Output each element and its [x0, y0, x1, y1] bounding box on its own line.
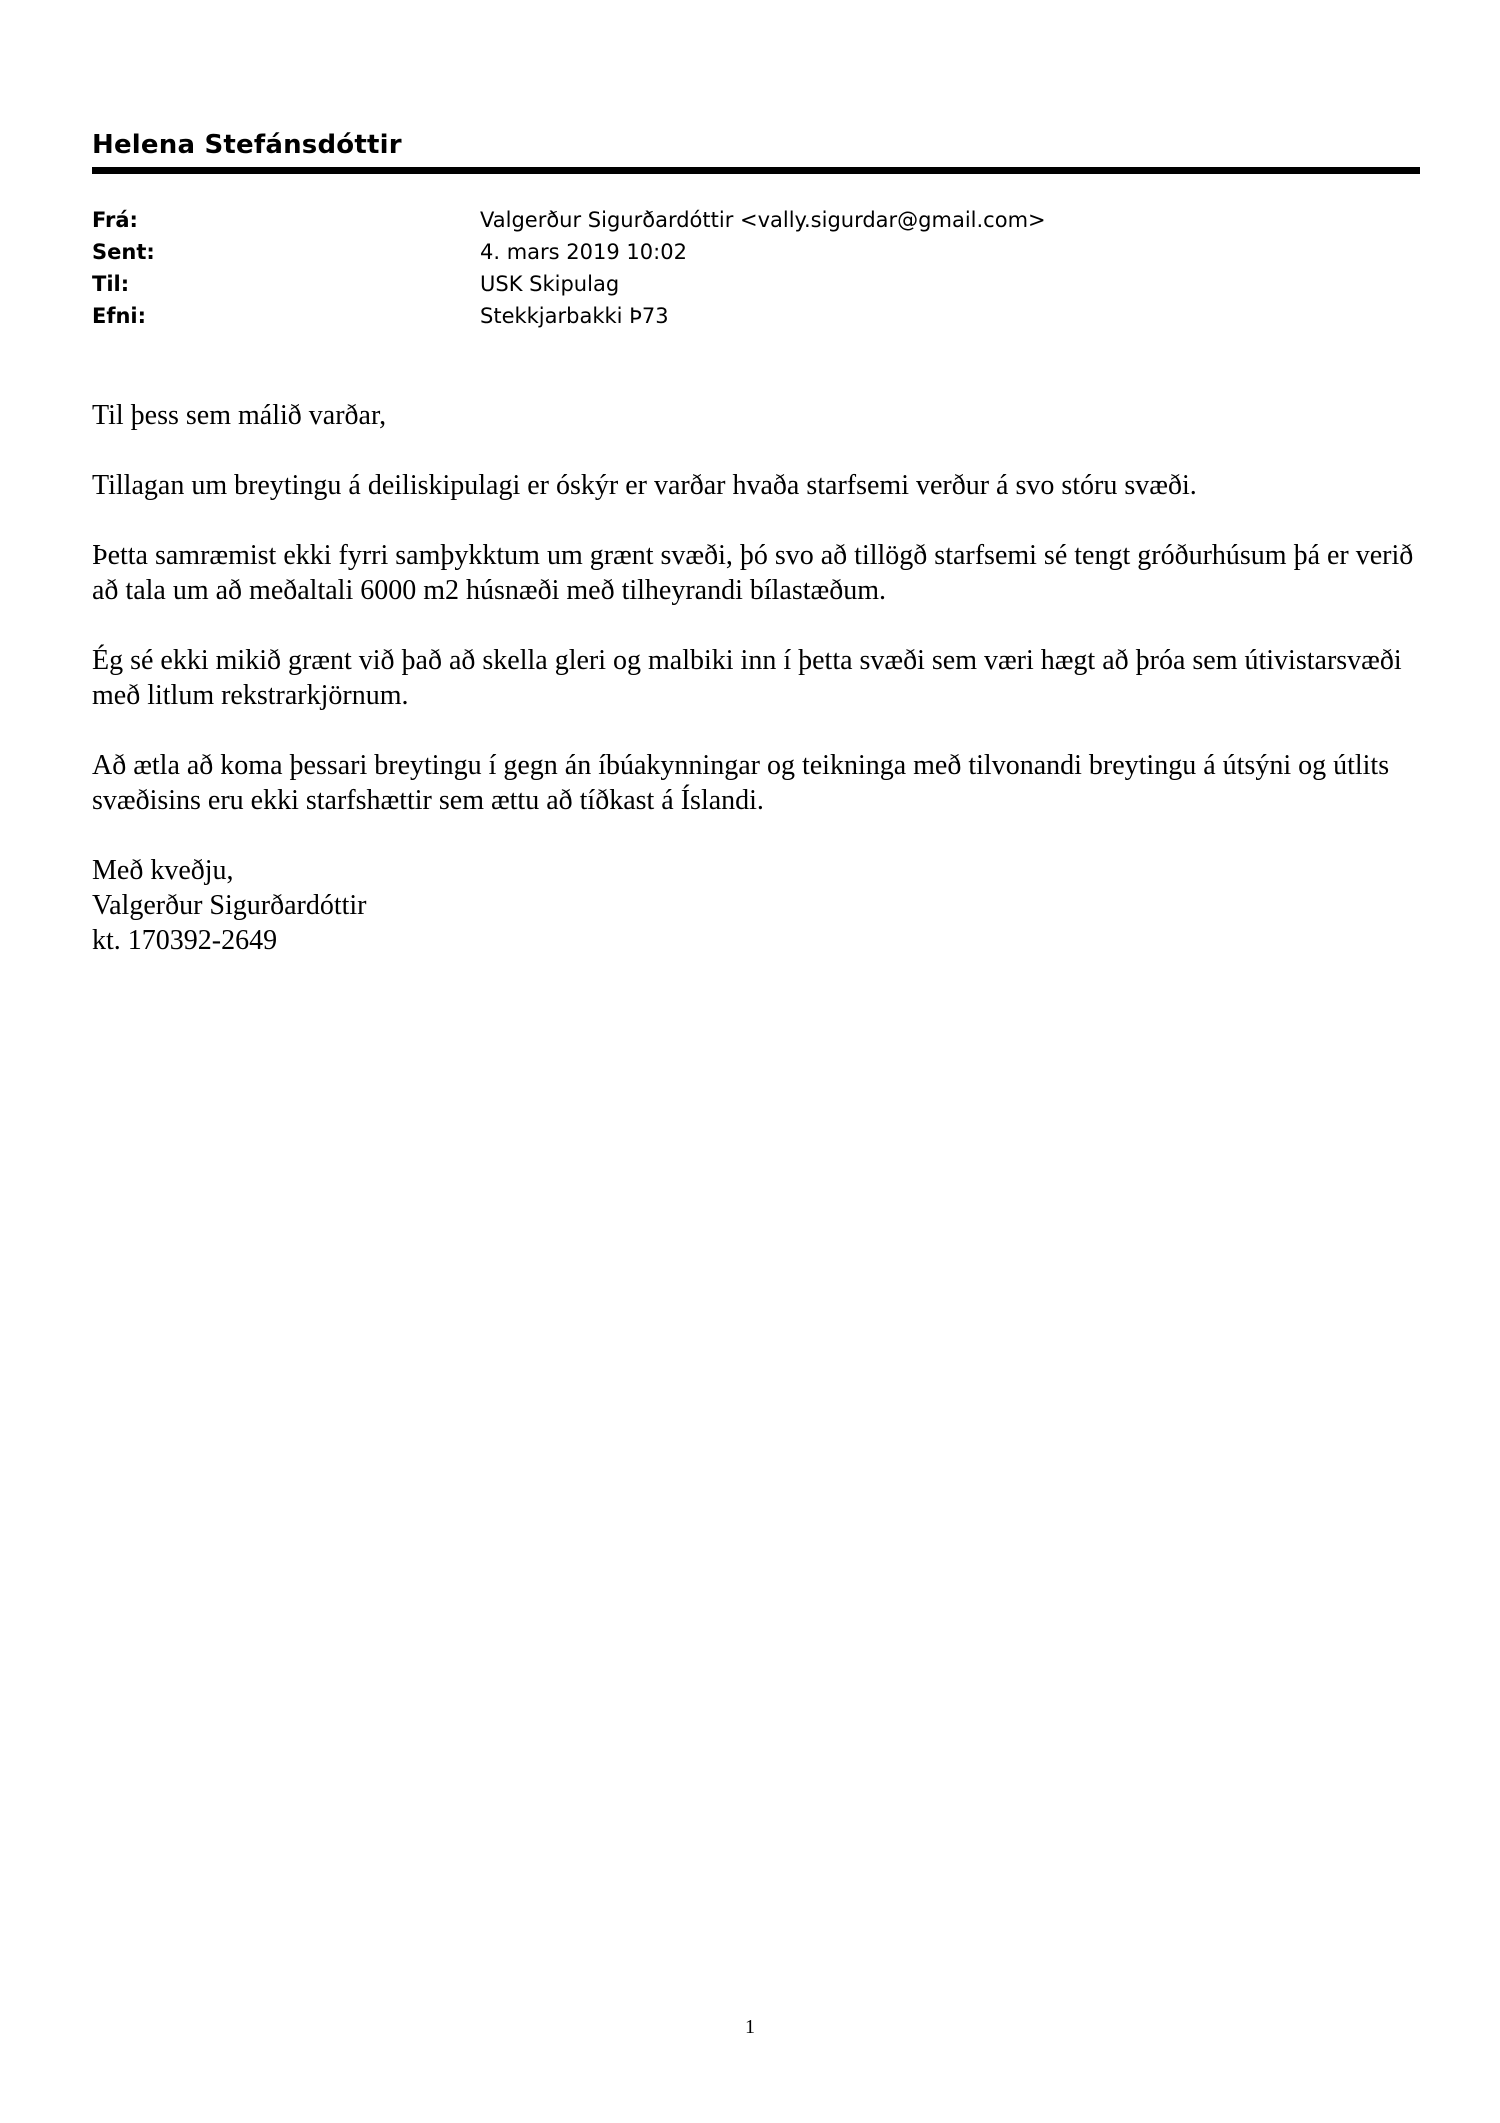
sent-value: 4. mars 2019 10:02	[480, 240, 687, 264]
signature-block	[92, 853, 1422, 958]
body-paragraph: Að ætla að koma þessari breytingu í gegn án íbúakynningar og teikninga með tilvonandi breytingu á útsýni og útlits svæðisins eru ekki starfshættir sem ættu að tíðkast á Íslandi.	[92, 750, 1390, 816]
subject-value: Stekkjarbakki Þ73	[480, 304, 669, 328]
from-value: Valgerður Sigurðardóttir <vally.sigurdar@gmail.com>	[480, 208, 1046, 232]
signature-name: Valgerður Sigurðardóttir	[92, 890, 367, 921]
header-row-to	[92, 268, 1046, 300]
to-value: USK Skipulag	[480, 272, 620, 296]
to-label: Til:	[92, 272, 130, 296]
subject-label: Efni:	[92, 304, 147, 328]
body-paragraph: Þetta samræmist ekki fyrri samþykktum um grænt svæði, þó svo að tillögð starfsemi sé tengt gróðurhúsum þá er verið að tala um að meðaltali 6000 m2 húsnæði með tilheyrandi bílastæðum.	[92, 540, 1414, 606]
greeting: Til þess sem málið varðar,	[92, 400, 387, 431]
header-row-from	[92, 204, 1046, 236]
body-paragraph: Tillagan um breytingu á deiliskipulagi er óskýr er varðar hvaða starfsemi verður á svo stóru svæði.	[92, 470, 1197, 501]
email-body	[92, 398, 1422, 993]
body-paragraph: Ég sé ekki mikið grænt við það að skella gleri og malbiki inn í þetta svæði sem væri hægt að þróa sem útivistarsvæði með litlum rekstrarkjörnum.	[92, 645, 1402, 711]
owner-name: Helena Stefánsdóttir	[92, 130, 402, 160]
page-number: 1	[745, 2016, 755, 2038]
sent-label: Sent:	[92, 240, 155, 264]
owner-divider	[92, 167, 1420, 174]
header-row-subject	[92, 300, 1046, 332]
email-header	[92, 204, 1046, 332]
closing: Með kveðju,	[92, 855, 234, 886]
from-label: Frá:	[92, 208, 138, 232]
header-row-sent	[92, 236, 1046, 268]
signature-id: kt. 170392-2649	[92, 925, 278, 956]
